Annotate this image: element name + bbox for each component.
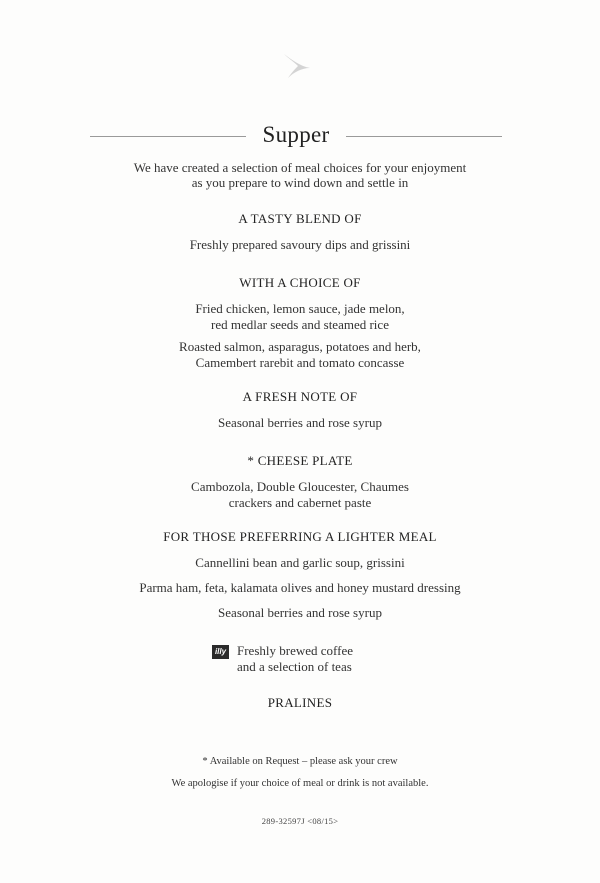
intro-line: We have created a selection of meal choices for your enjoyment	[133, 160, 467, 175]
footer-note-apology: We apologise if your choice of meal or drink is not available.	[171, 778, 429, 789]
intro-line: as you prepare to wind down and settle in	[191, 175, 409, 190]
menu-item: Seasonal berries and rose syrup	[218, 605, 382, 620]
menu-item-line: Roasted salmon, asparagus, potatoes and herb,	[179, 339, 421, 354]
title-row	[90, 122, 502, 152]
section-heading-pralines: PRALINES	[267, 695, 333, 710]
title-divider-right	[346, 136, 502, 137]
print-code: 289-32597J <08/15>	[261, 816, 339, 826]
menu-item-line: Camembert rarebit and tomato concasse	[195, 354, 405, 370]
coffee-item	[212, 643, 412, 675]
section-heading-fresh-note: A FRESH NOTE OF	[242, 389, 358, 404]
menu-item-line: crackers and cabernet paste	[228, 494, 372, 510]
section-heading-tasty-blend: A TASTY BLEND OF	[238, 211, 362, 226]
page-title: Supper	[262, 122, 330, 147]
menu-item-line: Cambozola, Double Gloucester, Chaumes	[191, 479, 409, 494]
illy-logo-icon: illy	[212, 645, 229, 659]
menu-item-line: Fried chicken, lemon sauce, jade melon,	[195, 301, 405, 316]
section-heading-lighter: FOR THOSE PREFERRING A LIGHTER MEAL	[163, 529, 437, 544]
menu-item: Seasonal berries and rose syrup	[218, 415, 382, 430]
menu-item	[0, 301, 600, 332]
coffee-text	[237, 643, 353, 674]
menu-item	[0, 479, 600, 510]
section-heading-choice: WITH A CHOICE OF	[239, 275, 361, 290]
brushwing-logo-icon	[282, 52, 312, 80]
coffee-line: and a selection of teas	[237, 658, 352, 674]
menu-item: Cannellini bean and garlic soup, grissini	[195, 555, 405, 570]
intro-text	[0, 160, 600, 190]
menu-item: Freshly prepared savoury dips and grissini	[189, 237, 411, 252]
section-heading-cheese: * CHEESE PLATE	[247, 453, 353, 468]
menu-item	[0, 339, 600, 370]
menu-item: Parma ham, feta, kalamata olives and honey mustard dressing	[139, 580, 461, 595]
coffee-line: Freshly brewed coffee	[237, 643, 353, 658]
menu-item-line: red medlar seeds and steamed rice	[211, 316, 389, 332]
footer-note-request: * Available on Request – please ask your crew	[202, 756, 398, 767]
